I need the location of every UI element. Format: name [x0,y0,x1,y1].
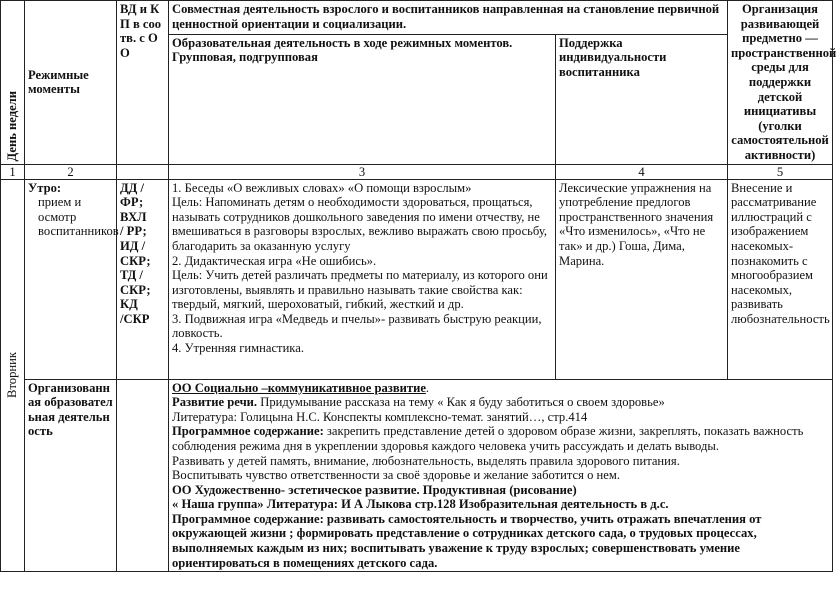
program1-extra-line: Воспитывать чувство ответственности за своё здоровье и желание заботится о нем. [172,468,620,483]
area2-topic: « Наша группа» [172,497,264,512]
vd-kp-item: КД [120,297,138,312]
vd-kp-item: ВХЛ [120,209,147,224]
vd-kp-item: ИД / [120,238,146,253]
area1-line [172,381,829,396]
vd-kp-item: /СКР [120,311,150,326]
vd-kp-item: СКР; [120,253,151,268]
organized-row [1,379,833,572]
morning-moment-cell [25,179,117,379]
morning-vd-kp-cell [117,179,169,379]
area2-title: ОО Художественно- эстетическое развитие. Продуктивная (рисование) [172,482,577,497]
column-number: 2 [25,164,117,179]
literature-line: Литература: Голицына Н.С. Конспекты комплексно-темат. занятий…, стр.414 [172,409,588,424]
morning-moment-title: Утро: [28,180,62,195]
column-number: 4 [556,164,728,179]
activity-line: 3. Подвижная игра «Медведь и пчелы»- развивать быструю реакции, ловкость. [172,311,542,341]
morning-row [1,179,833,379]
activity-line: 1. Беседы «О вежливых словах» «О помощи взрослым» [172,180,472,195]
vd-kp-item: ДД / [120,180,144,195]
program1-extra-line: Развивать у детей память, внимание, любознательность, выделять правила здорового питания. [172,453,680,468]
morning-activity-cell [169,179,556,379]
environment-header: Организация развивающей предметно — пространственной среды для поддержки детской инициативы (уголки самостоятельной активности) [728,1,833,165]
activity-line: 2. Дидактическая игра «Не ошибись». [172,253,377,268]
educational-activity-header: Образовательная деятельность в ходе режимных моментов. Групповая, подгрупповая [169,34,556,164]
column-number: 3 [169,164,556,179]
speech-label: Развитие речи. [172,395,258,410]
column-number: 1 [1,164,25,179]
area1-title-end: . [425,380,430,395]
joint-activity-header: Совместная деятельность взрослого и воспитанников направленная на становление первичной ценностной ориентации и социализации. [169,1,728,35]
area1-title: ОО Социально –коммуникативное развитие [172,380,426,395]
speech-text: Придумывание рассказа на тему « Как я буду заботиться о своем здоровье» [257,395,665,410]
organized-moment-cell: Организованная образовательная деятельность [25,379,117,572]
program2-text: развивать самостоятельность и творчество, учить отражать впечатления от окружающей жизни ; формировать представление о сотрудниках детского сада, о трудовых процессах, выполняемых каждым из них; воспитывать уважение к труду взрослых; совершенствовать умение ориентироваться в помещениях детского сада. [172,511,762,570]
vd-kp-item: ТД / [120,268,143,283]
day-of-week-header: День недели [1,1,25,165]
regime-moments-header: Режимные моменты [25,1,117,165]
morning-individual-cell: Лексические упражнения на употребление предлогов пространственного значения «Что изменилось», «Что не так» и др.) Гоша, Дима, Марина. [556,179,728,379]
morning-moment-text: прием и осмотр воспитанников [38,195,119,239]
activity-line: 4. Утренняя гимнастика. [172,341,304,356]
individual-support-header: Поддержка индивидуальности воспитанника [556,34,728,164]
program2-label: Программное содержание: [172,511,324,526]
column-number-row [1,164,833,179]
activity-line: Цель: Учить детей различать предметы по материалу, из которого они изготовлены, выявлять и правильно называть такие свойства как: твердый, мягкий, шероховатый, гибкий, жесткий и др. [172,268,548,312]
area2-literature: Литература: И А Лыкова стр.128 Изобразительная деятельность в д.с. [263,497,669,512]
morning-environment-cell: Внесение и рассматривание иллюстраций с изображением насекомых- познакомить с многообразием насекомых, развивать любознательность [728,179,833,379]
activity-line: Цель: Напоминать детям о необходимости здороваться, прощаться, называть сотрудников дошкольного заведения по имени отчеству, не вмешиваться в разговоры взрослых, вежливо выражать свою просьбу, благодарить за оказанную услугу [172,195,548,253]
organized-content-cell [169,379,833,572]
program1-label: Программное содержание: [172,424,324,439]
vd-kp-item: / РР; [120,224,147,239]
vd-kp-item: СКР; [120,282,151,297]
column-number [117,164,169,179]
program1-line [172,424,829,453]
program2-line [172,512,829,570]
vd-kp-header: ВД и КП в соотв. с ОО [117,1,169,165]
speech-line [172,395,829,410]
organized-vd-kp-cell [117,379,169,572]
day-cell: Вторник [1,179,25,572]
program1-text: закрепить представление детей о здоровом образе жизни, закреплять, показать важность соблюдения режима дня в укреплении здоровья каждого человека учить рассуждать и делать выводы. [172,424,804,453]
vd-kp-item: ФР; [120,195,144,210]
area2-topic-line [172,497,829,512]
column-number: 5 [728,164,833,179]
